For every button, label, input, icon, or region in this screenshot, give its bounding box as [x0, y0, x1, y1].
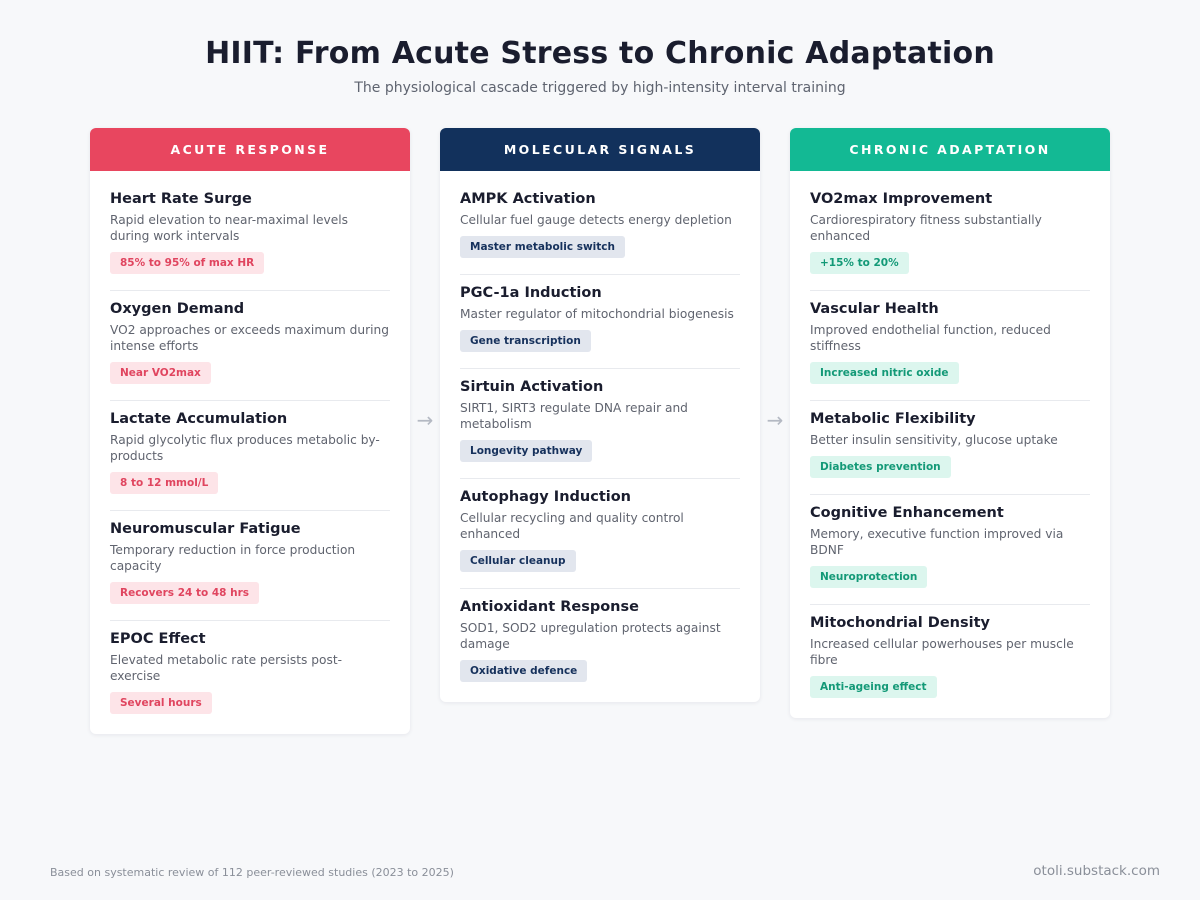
card-item — [110, 511, 390, 621]
card-item — [810, 495, 1090, 605]
item-title: Lactate Accumulation — [110, 411, 288, 427]
card-item — [810, 181, 1090, 291]
item-title: Neuromuscular Fatigue — [110, 521, 301, 537]
column-header: ACUTE RESPONSE — [90, 128, 410, 171]
card-item — [460, 181, 740, 275]
item-description: Cellular recycling and quality control enhanced — [460, 511, 684, 541]
footer-source-link[interactable]: otoli.substack.com — [1033, 863, 1160, 879]
item-badge: Increased nitric oxide — [810, 362, 959, 384]
column-chronic-adaptation — [790, 128, 1110, 718]
item-badge: Longevity pathway — [460, 440, 592, 462]
item-badge: Oxidative defence — [460, 660, 587, 682]
item-title: Heart Rate Surge — [110, 191, 252, 207]
column-body — [790, 171, 1110, 718]
page-title: HIIT: From Acute Stress to Chronic Adaptation — [205, 36, 995, 71]
column-header: MOLECULAR SIGNALS — [440, 128, 760, 171]
item-badge: Neuroprotection — [810, 566, 927, 588]
column-acute-response — [90, 128, 410, 734]
card-item — [110, 621, 390, 724]
item-badge: Cellular cleanup — [460, 550, 576, 572]
column-body — [90, 171, 410, 734]
card-item — [460, 275, 740, 369]
footer-note: Based on systematic review of 112 peer-reviewed studies (2023 to 2025) — [50, 866, 454, 879]
item-title: Metabolic Flexibility — [810, 411, 976, 427]
card-item — [810, 605, 1090, 708]
item-description: Elevated metabolic rate persists post-exercise — [110, 653, 342, 683]
item-title: Cognitive Enhancement — [810, 505, 1004, 521]
arrow-right-icon: → — [766, 408, 784, 432]
card-item — [460, 479, 740, 589]
item-title: PGC-1a Induction — [460, 285, 602, 301]
card-item — [110, 181, 390, 291]
item-badge: Near VO2max — [110, 362, 211, 384]
item-title: Autophagy Induction — [460, 489, 632, 505]
item-description: Cellular fuel gauge detects energy depletion — [460, 213, 732, 227]
item-badge: 8 to 12 mmol/L — [110, 472, 218, 494]
item-badge: +15% to 20% — [810, 252, 909, 274]
item-title: Vascular Health — [810, 301, 939, 317]
item-badge: 85% to 95% of max HR — [110, 252, 264, 274]
item-description: Rapid glycolytic flux produces metabolic by-products — [110, 433, 380, 463]
item-description: Temporary reduction in force production capacity — [110, 543, 356, 573]
item-description: Improved endothelial function, reduced stiffness — [810, 323, 1051, 353]
item-title: Antioxidant Response — [460, 599, 639, 615]
card-item — [110, 291, 390, 401]
item-badge: Gene transcription — [460, 330, 591, 352]
card-item — [810, 401, 1090, 495]
item-description: Better insulin sensitivity, glucose uptake — [810, 433, 1058, 447]
page-subtitle: The physiological cascade triggered by high-intensity interval training — [354, 80, 846, 96]
item-title: AMPK Activation — [460, 191, 596, 207]
item-description: Rapid elevation to near-maximal levels during work intervals — [110, 213, 348, 243]
item-badge: Several hours — [110, 692, 212, 714]
item-description: VO2 approaches or exceeds maximum during intense efforts — [110, 323, 389, 353]
item-badge: Anti-ageing effect — [810, 676, 937, 698]
column-header: CHRONIC ADAPTATION — [790, 128, 1110, 171]
item-badge: Recovers 24 to 48 hrs — [110, 582, 259, 604]
column-molecular-signals — [440, 128, 760, 702]
item-description: SIRT1, SIRT3 regulate DNA repair and metabolism — [460, 401, 688, 431]
item-description: Memory, executive function improved via BDNF — [810, 527, 1064, 557]
item-description: Increased cellular powerhouses per muscle fibre — [810, 637, 1074, 667]
item-description: Cardiorespiratory fitness substantially enhanced — [810, 213, 1042, 243]
item-badge: Master metabolic switch — [460, 236, 625, 258]
card-item — [460, 369, 740, 479]
item-title: EPOC Effect — [110, 631, 206, 647]
card-item — [460, 589, 740, 692]
card-item — [810, 291, 1090, 401]
item-badge: Diabetes prevention — [810, 456, 951, 478]
item-description: Master regulator of mitochondrial biogenesis — [460, 307, 734, 321]
item-title: Mitochondrial Density — [810, 615, 990, 631]
card-item — [110, 401, 390, 511]
item-title: Oxygen Demand — [110, 301, 245, 317]
item-title: VO2max Improvement — [810, 191, 993, 207]
column-body — [440, 171, 760, 702]
arrow-right-icon: → — [416, 408, 434, 432]
item-title: Sirtuin Activation — [460, 379, 604, 395]
item-description: SOD1, SOD2 upregulation protects against damage — [460, 621, 721, 651]
